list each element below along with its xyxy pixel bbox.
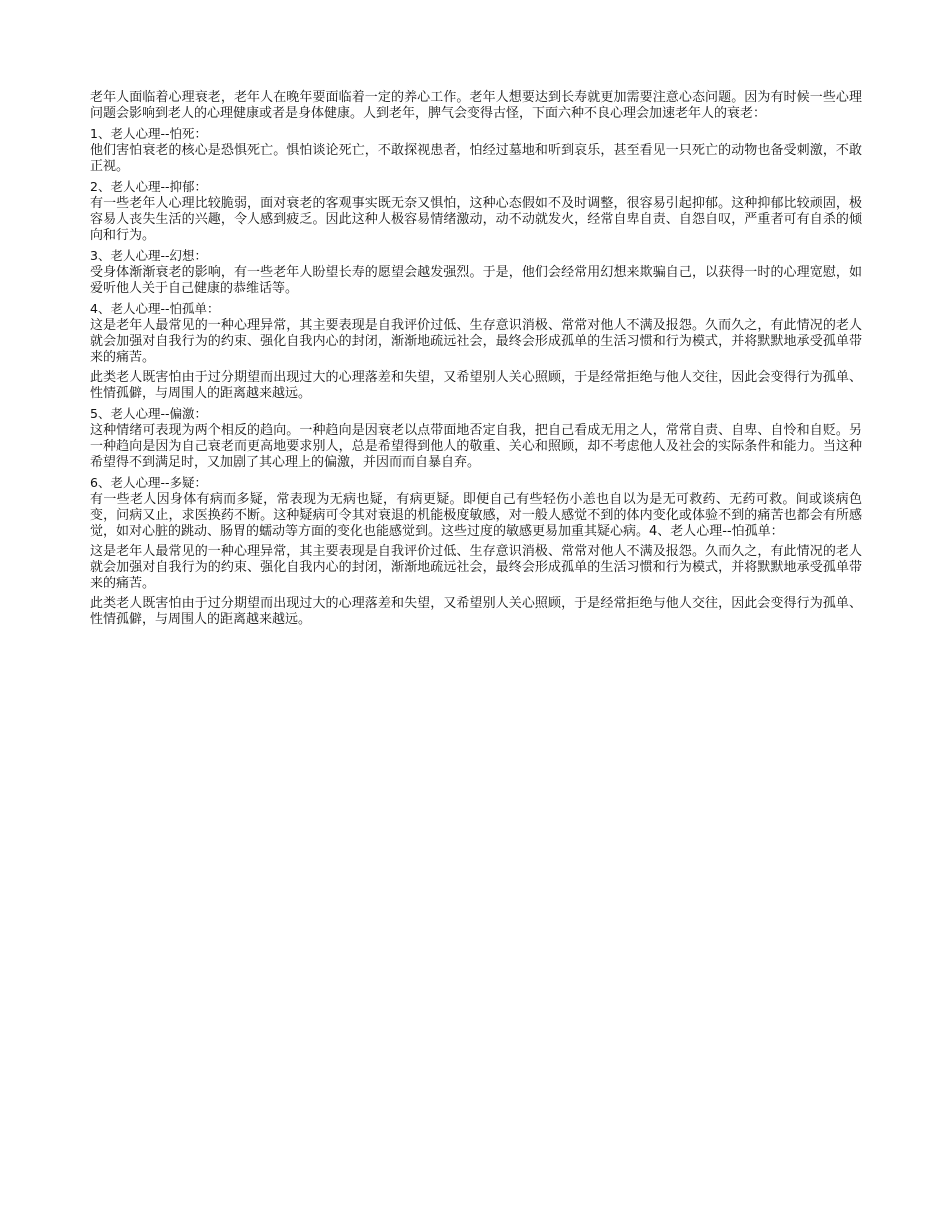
section-4-paragraph-2: 此类老人既害怕由于过分期望而出现过大的心理落差和失望，又希望别人关心照顾，于是经常拒绝与他人交往，因此会变得行为孤单、性情孤僻，与周围人的距离越来越远。 [90,370,862,401]
section-4-paragraph-1: 这是老年人最常见的一种心理异常，其主要表现是自我评价过低、生存意识消极、常常对他人不满及报怨。久而久之，有此情况的老人就会加强对自我行为的约束、强化自我内心的封闭，渐渐地疏远社会，最终会形成孤单的生活习惯和行为模式，并将默默地承受孤单带来的痛苦。 [90,318,862,365]
section-5-paragraph: 这种情绪可表现为两个相反的趋向。一种趋向是因衰老以点带面地否定自我，把自己看成无用之人，常常自责、自卑、自怜和自贬。另一种趋向是因为自己衰老而更高地要求别人，总是希望得到他人的敬重、关心和照顾，却不考虑他人及社会的实际条件和能力。当这种希望得不到满足时，又加剧了其心理上的偏激，并因而而自暴自弃。 [90,423,862,470]
section-6-heading: 6、老人心理--多疑： [90,475,207,490]
section-2-paragraph: 有一些老年人心理比较脆弱，面对衰老的客观事实既无奈又惧怕，这种心态假如不及时调整，很容易引起抑郁。这种抑郁比较顽固，极容易人丧失生活的兴趣，令人感到疲乏。因此这种人极容易情绪激动，动不动就发火，经常自卑自责、自怨自叹，严重者可有自杀的倾向和行为。 [90,196,862,243]
section-6-tail-heading: 4、老人心理--怕孤单： [649,524,784,539]
section-1-heading: 1、老人心理--怕死： [90,126,207,141]
section-5-heading: 5、老人心理--偏激： [90,406,207,421]
section-3-heading: 3、老人心理--幻想： [90,248,207,263]
section-2-heading: 2、老人心理--抑郁： [90,179,207,194]
section-6-text: 有一些老人因身体有病而多疑，常表现为无病也疑，有病更疑。即便自己有些轻伤小恙也自以为是无可救药、无药可救。间或谈病色变，问病又止，求医换药不断。这种疑病可令其对衰退的机能极度敏感，对一般人感觉不到的体内变化或体验不到的痛苦也都会有所感觉，如对心脏的跳动、肠胃的蠕动等方面的变化也能感觉到。这些过度的敏感更易加重其疑心病。 [90,492,862,539]
section-4-heading: 4、老人心理--怕孤单： [90,301,220,316]
section-3-paragraph: 受身体渐渐衰老的影响，有一些老年人盼望长寿的愿望会越发强烈。于是，他们会经常用幻想来欺骗自己，以获得一时的心理宽慰，如爱听他人关于自己健康的恭维话等。 [90,265,862,296]
document-body [90,90,862,632]
repeat-paragraph-2: 此类老人既害怕由于过分期望而出现过大的心理落差和失望，又希望别人关心照顾，于是经常拒绝与他人交往，因此会变得行为孤单、性情孤僻，与周围人的距离越来越远。 [90,596,862,627]
section-1-paragraph: 他们害怕衰老的核心是恐惧死亡。惧怕谈论死亡，不敢探视患者，怕经过墓地和听到哀乐，甚至看见一只死亡的动物也备受刺激，不敢正视。 [90,143,862,174]
repeat-paragraph-1: 这是老年人最常见的一种心理异常，其主要表现是自我评价过低、生存意识消极、常常对他人不满及报怨。久而久之，有此情况的老人就会加强对自我行为的约束、强化自我内心的封闭，渐渐地疏远社会，最终会形成孤单的生活习惯和行为模式，并将默默地承受孤单带来的痛苦。 [90,544,862,591]
intro-paragraph: 老年人面临着心理衰老，老年人在晚年要面临着一定的养心工作。老年人想要达到长寿就更加需要注意心态问题。因为有时候一些心理问题会影响到老人的心理健康或者是身体健康。人到老年，脾气会变得古怪，下面六种不良心理会加速老年人的衰老： [90,90,862,121]
section-6-paragraph [90,492,862,540]
